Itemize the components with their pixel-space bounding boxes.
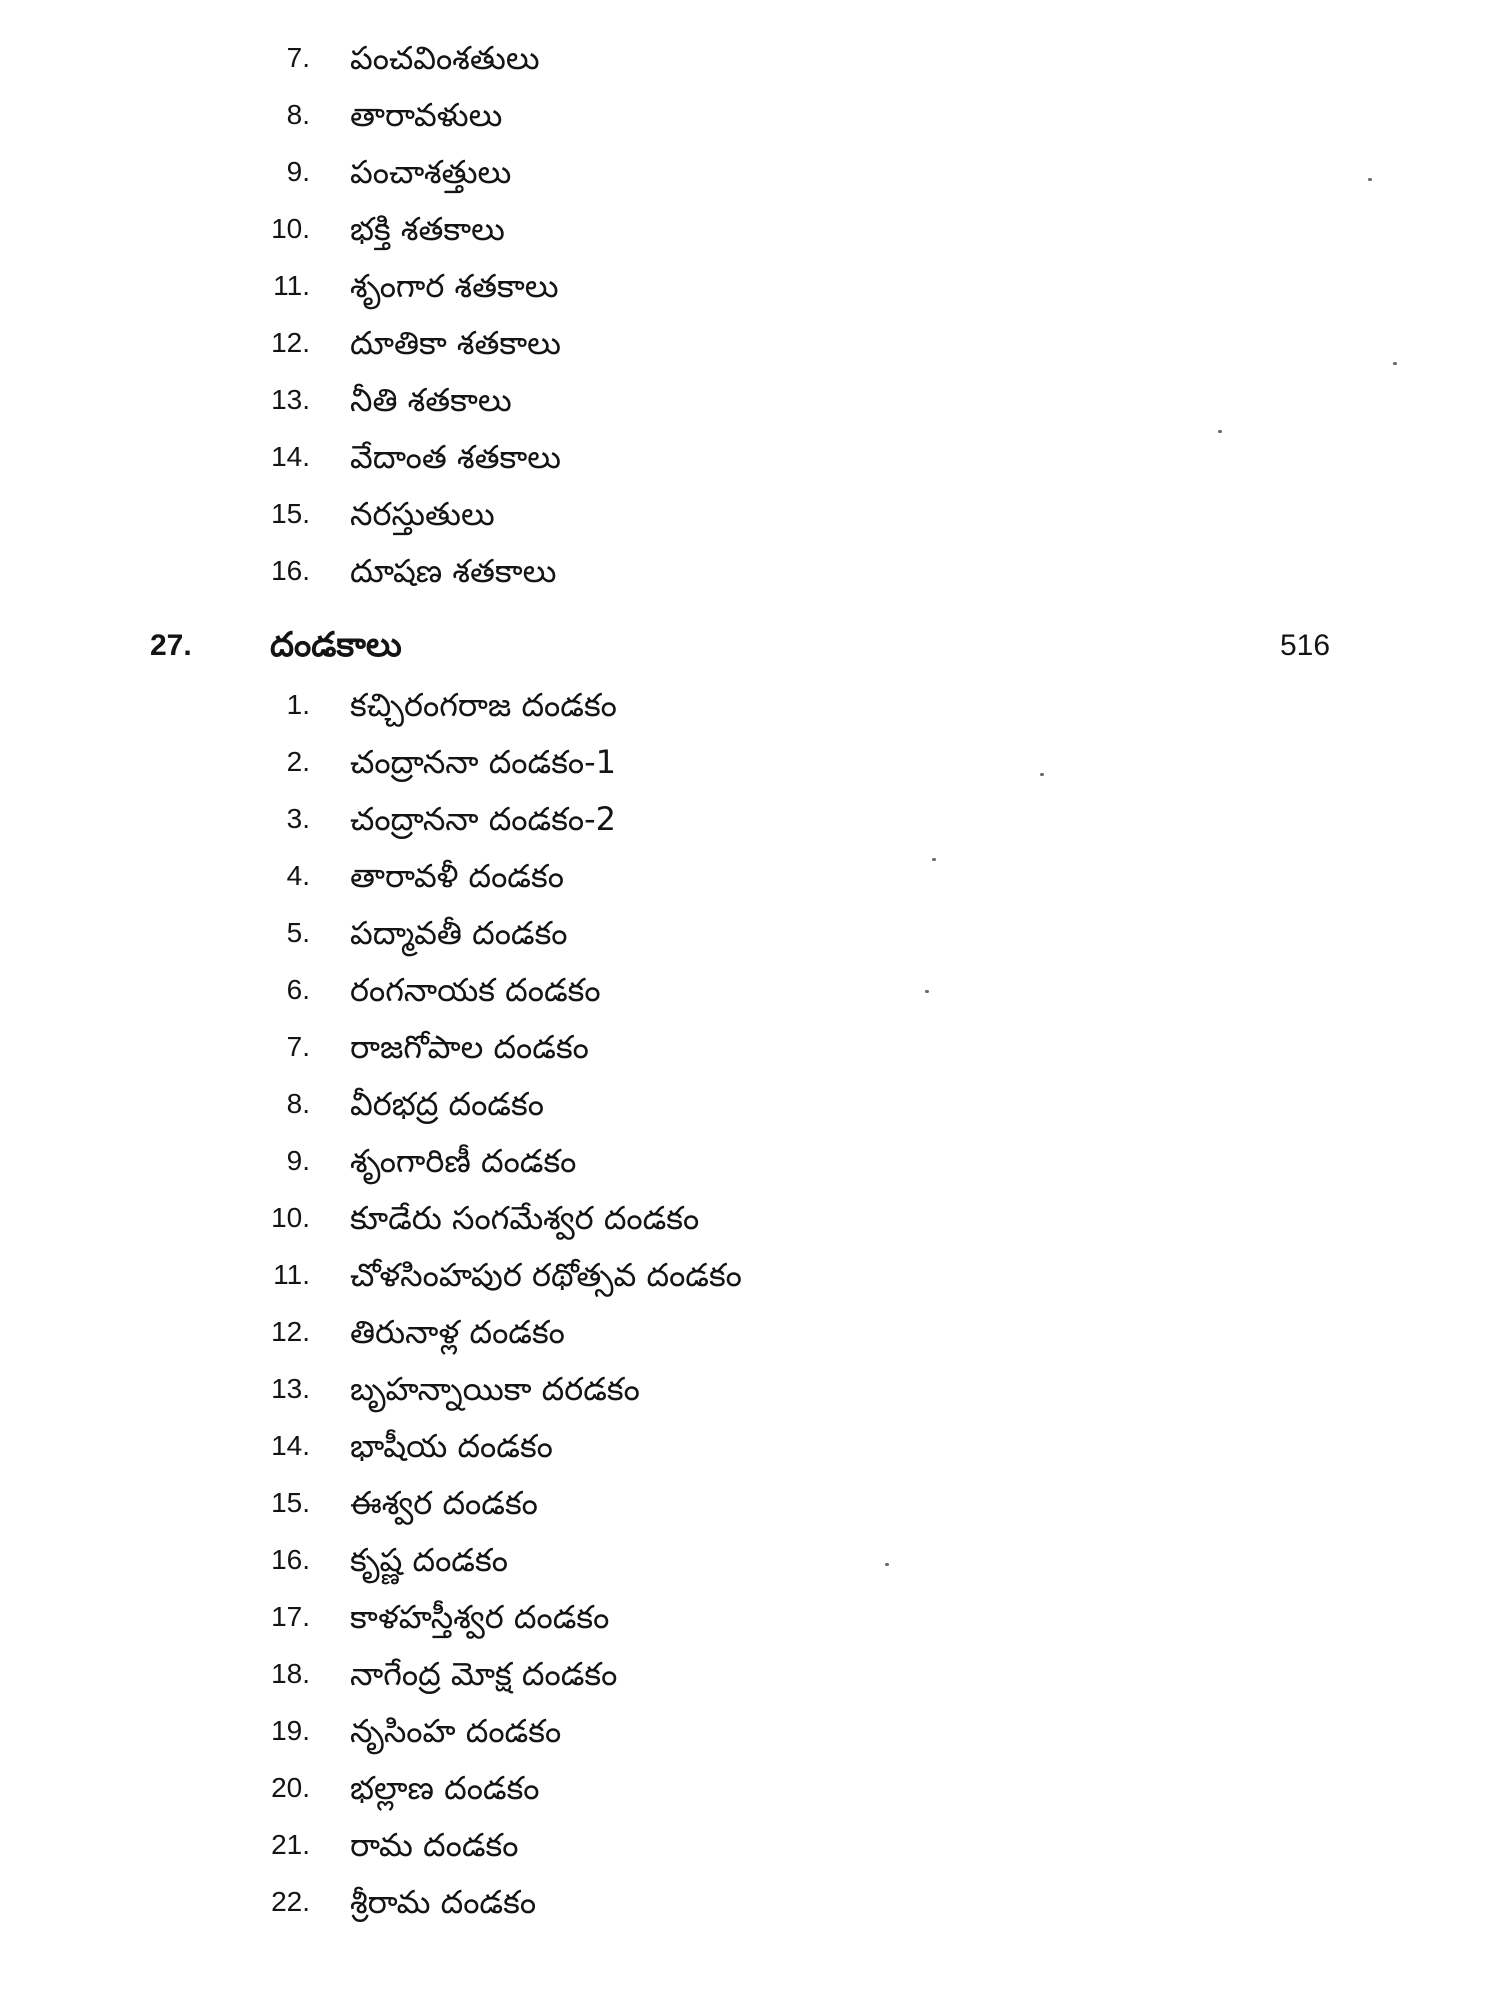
item-title: పంచవింశతులు <box>350 39 540 77</box>
item-title: దూతికా శతకాలు <box>350 324 561 362</box>
list-item <box>0 543 1500 600</box>
scan-speck <box>925 990 929 993</box>
item-title: బృహన్నాయికా దరడకం <box>350 1370 640 1408</box>
item-title: రాజగోపాల దండకం <box>350 1028 589 1066</box>
item-number: 5. <box>286 917 310 948</box>
item-title: నృసింహ దండకం <box>350 1712 562 1750</box>
section-number: 27. <box>150 629 192 662</box>
list-item <box>0 372 1500 429</box>
section-title: దండకాలు <box>270 625 402 665</box>
list-item <box>0 677 1500 734</box>
scan-speck <box>1040 773 1044 776</box>
item-number: 8. <box>286 1088 310 1119</box>
item-number: 2. <box>286 746 310 777</box>
item-number: 12. <box>271 1316 310 1347</box>
item-number: 17. <box>271 1601 310 1632</box>
item-title: కచ్చిరంగరాజ దండకం <box>350 686 617 724</box>
item-title: కూడేరు సంగమేశ్వర దండకం <box>350 1199 700 1237</box>
item-number: 10. <box>271 1202 310 1233</box>
item-number: 19. <box>271 1715 310 1746</box>
scan-speck <box>1368 178 1372 181</box>
item-number: 9. <box>286 1145 310 1176</box>
list-item <box>0 87 1500 144</box>
item-title: తారావళులు <box>350 96 503 134</box>
list-item <box>0 1874 1500 1931</box>
scan-speck <box>1393 362 1397 365</box>
list-item <box>0 201 1500 258</box>
item-number: 3. <box>286 803 310 834</box>
list-item <box>0 1133 1500 1190</box>
item-title: చంద్రాననా దండకం-2 <box>350 800 617 838</box>
item-number: 16. <box>271 555 310 586</box>
item-number: 13. <box>271 1373 310 1404</box>
item-title: శృంగార శతకాలు <box>350 267 559 305</box>
item-title: పద్మావతీ దండకం <box>350 914 568 952</box>
list-item <box>0 1247 1500 1304</box>
item-number: 14. <box>271 1430 310 1461</box>
item-number: 12. <box>271 327 310 358</box>
subsection-list-bottom <box>0 677 1500 1931</box>
list-item <box>0 734 1500 791</box>
list-item <box>0 1304 1500 1361</box>
item-title: భల్లాణ దండకం <box>350 1769 540 1807</box>
list-item <box>0 30 1500 87</box>
item-title: చంద్రాననా దండకం-1 <box>350 743 617 781</box>
item-number: 6. <box>286 974 310 1005</box>
item-number: 15. <box>271 498 310 529</box>
item-title: ఈశ్వర దండకం <box>350 1484 538 1522</box>
list-item <box>0 1361 1500 1418</box>
item-title: రామ దండకం <box>350 1826 519 1864</box>
list-item <box>0 486 1500 543</box>
list-item <box>0 1760 1500 1817</box>
item-number: 7. <box>286 1031 310 1062</box>
item-number: 20. <box>271 1772 310 1803</box>
list-item <box>0 791 1500 848</box>
item-number: 14. <box>271 441 310 472</box>
item-title: భాషీయ దండకం <box>350 1427 553 1465</box>
list-item <box>0 1418 1500 1475</box>
list-item <box>0 1532 1500 1589</box>
list-item <box>0 258 1500 315</box>
subsection-list-top <box>0 30 1500 600</box>
list-item <box>0 429 1500 486</box>
list-item <box>0 1076 1500 1133</box>
list-item <box>0 848 1500 905</box>
section-page-number: 516 <box>1280 629 1331 662</box>
item-number: 8. <box>286 99 310 130</box>
list-item <box>0 962 1500 1019</box>
item-title: నీతి శతకాలు <box>350 381 512 419</box>
item-number: 7. <box>286 42 310 73</box>
item-title: శృంగారిణీ దండకం <box>350 1142 577 1180</box>
item-number: 11. <box>273 1259 310 1290</box>
scan-speck <box>885 1563 889 1566</box>
list-item <box>0 1703 1500 1760</box>
scan-speck <box>932 858 936 861</box>
item-number: 18. <box>271 1658 310 1689</box>
scan-speck <box>1218 430 1222 433</box>
item-title: కృష్ణ దండకం <box>350 1541 508 1579</box>
list-item <box>0 1589 1500 1646</box>
item-number: 15. <box>271 1487 310 1518</box>
item-number: 21. <box>271 1829 310 1860</box>
item-title: వీరభద్ర దండకం <box>350 1085 544 1123</box>
list-item <box>0 1190 1500 1247</box>
list-item <box>0 315 1500 372</box>
list-item <box>0 1019 1500 1076</box>
item-number: 22. <box>271 1886 310 1917</box>
item-title: నాగేంద్ర మోక్ష దండకం <box>350 1655 618 1693</box>
item-number: 4. <box>286 860 310 891</box>
item-title: చోళసింహపుర రథోత్సవ దండకం <box>350 1256 742 1294</box>
item-title: దూషణ శతకాలు <box>350 552 557 590</box>
item-number: 13. <box>271 384 310 415</box>
section-heading <box>0 616 1500 676</box>
item-number: 10. <box>271 213 310 244</box>
list-item <box>0 1646 1500 1703</box>
item-number: 16. <box>271 1544 310 1575</box>
item-title: రంగనాయక దండకం <box>350 971 601 1009</box>
item-title: తారావళీ దండకం <box>350 857 564 895</box>
list-item <box>0 1817 1500 1874</box>
item-title: తిరునాళ్ల దండకం <box>350 1313 565 1351</box>
item-title: నరస్తుతులు <box>350 495 495 533</box>
list-item <box>0 1475 1500 1532</box>
item-title: శ్రీరామ దండకం <box>350 1883 537 1921</box>
item-number: 9. <box>286 156 310 187</box>
item-number: 11. <box>273 270 310 301</box>
item-title: పంచాశత్తులు <box>350 153 512 191</box>
list-item <box>0 144 1500 201</box>
item-title: వేదాంత శతకాలు <box>350 438 561 476</box>
item-title: కాళహస్తీశ్వర దండకం <box>350 1598 610 1636</box>
item-number: 1. <box>286 689 310 720</box>
item-title: భక్తి శతకాలు <box>350 210 505 248</box>
list-item <box>0 905 1500 962</box>
